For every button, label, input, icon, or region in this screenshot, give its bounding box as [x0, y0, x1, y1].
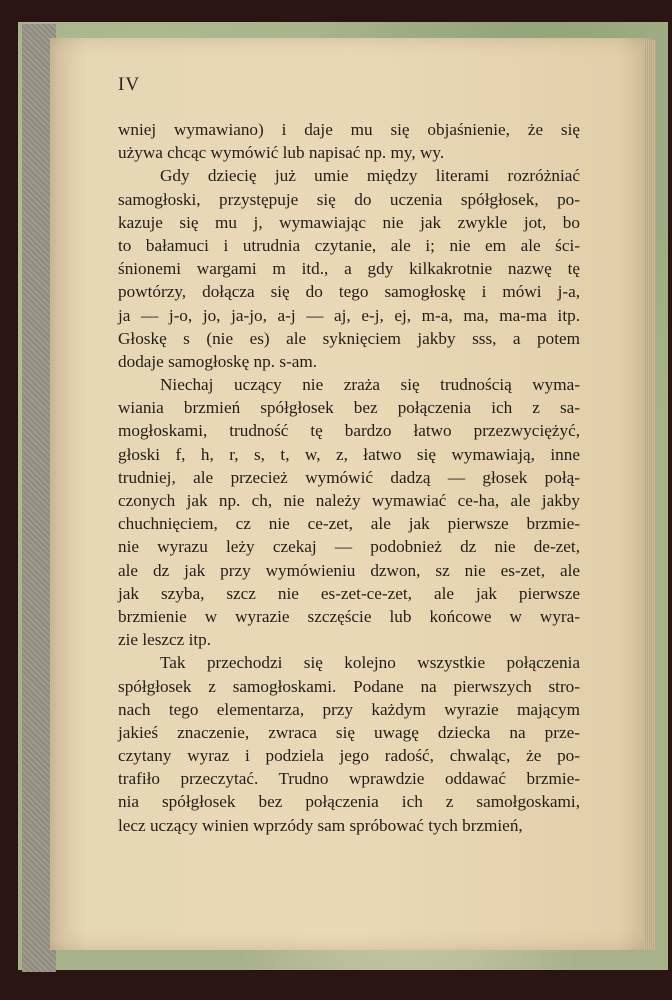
text-line: czytany wyraz i podziela jego radość, chwaląc, że po-	[118, 746, 580, 766]
text-line: ale dz jak przy wymówieniu dzwon, sz nie es-zet, ale	[118, 560, 580, 580]
text-line: trudniej, ale przecież wymówić dadzą — głosek połą-	[118, 467, 580, 487]
text-line: wiania brzmień spółgłosek bez połączenia ich z sa-	[118, 398, 580, 418]
text-line: używa chcąc wymówić lub napisać np. my, wy.	[118, 143, 445, 163]
text-line: wniej wymawiano) i daje mu się objaśnienie, że się	[118, 120, 580, 139]
text-line: samogłoski, przystępuje się do uczenia spółgłosek, po-	[118, 189, 580, 209]
text-line: lecz uczący winien wprzódy sam spróbować tych brzmień,	[118, 815, 523, 835]
text-line: nie wyrazu leży czekaj — podobnież dz nie de-zet,	[118, 537, 580, 557]
text-line: spółgłosek z samogłoskami. Podane na pierwszych stro-	[118, 676, 580, 696]
text-line: jakieś znaczenie, zwraca się uwagę dziecka na prze-	[118, 722, 580, 742]
text-line: nach tego elementarza, przy każdym wyrazie mającym	[118, 699, 580, 719]
text-line: zie leszcz itp.	[118, 630, 212, 650]
text-line: to bałamuci i utrudnia czytanie, ale i; nie em ale ści-	[118, 235, 580, 255]
text-line: Niechaj uczący nie zraża się trudnością wyma-	[160, 375, 580, 395]
text-line: głoski f, h, r, s, t, w, z, łatwo się wymawiają, inne	[118, 444, 580, 464]
text-line: chuchnięciem, cz nie ce-zet, ale jak pierwsze brzmie-	[118, 514, 580, 534]
page-edges	[644, 40, 656, 950]
page-text	[118, 118, 580, 837]
paragraph	[118, 373, 580, 651]
text-line: trafiło przeczytać. Trudno wprawdzie oddawać brzmie-	[118, 769, 580, 789]
text-line: mogłoskami, trudność tę bardzo łatwo przezwyciężyć,	[118, 421, 580, 441]
text-line: śnionemi wargami m itd., a gdy kilkakrotnie nazwę tę	[118, 259, 580, 279]
paragraph	[118, 164, 580, 373]
paragraph	[118, 651, 580, 837]
text-line: ja — j-o, jo, ja-jo, a-j — aj, e-j, ej, m-a, ma, ma-ma itp.	[118, 305, 580, 325]
text-line: brzmienie w wyrazie szczęście lub końcowe w wyra-	[118, 606, 580, 626]
text-line: nia spółgłosek bez połączenia ich z samołgoskami,	[118, 792, 580, 812]
text-line: powtórzy, dołącza się do tego samogłoskę i mówi j-a,	[118, 282, 580, 302]
text-line: czonych jak np. ch, nie należy wymawiać ce-ha, ale jakby	[118, 491, 580, 510]
text-line: Tak przechodzi się kolejno wszystkie połączenia	[160, 653, 580, 673]
text-line: dodaje samogłoskę np. s-am.	[118, 351, 318, 371]
paragraph	[118, 118, 580, 164]
text-line: Gdy dziecię już umie między literami rozróżniać	[160, 166, 580, 186]
text-line: jak szyba, szcz nie es-zet-ce-zet, ale jak pierwsze	[118, 583, 580, 603]
text-line: kazuje się mu j, wymawiając nie jak zwykle jot, bo	[118, 212, 580, 232]
text-line: Głoskę s (nie es) ale syknięciem jakby sss, a potem	[118, 328, 580, 348]
page-number: IV	[118, 74, 141, 95]
